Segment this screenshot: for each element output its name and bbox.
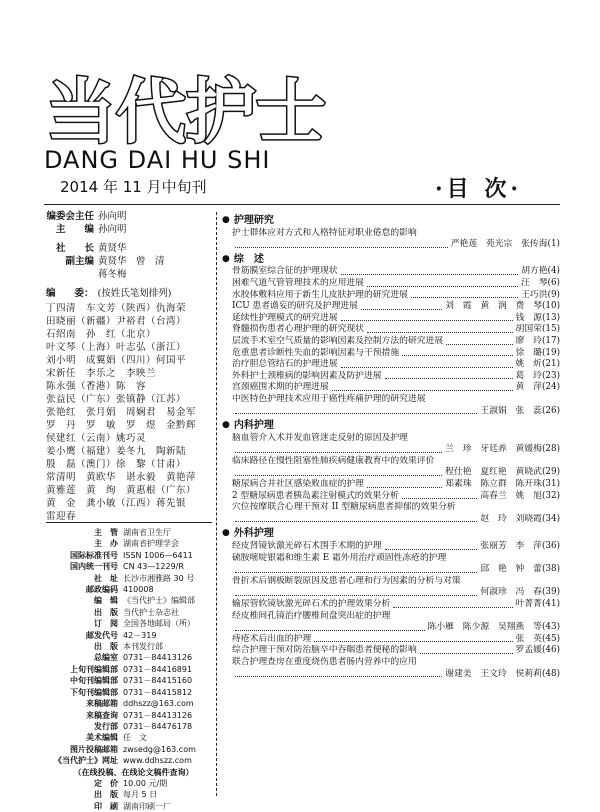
pub-row: [46, 698, 221, 709]
pub-label: 国内统一刊号: [70, 562, 118, 572]
leader-dots: [235, 444, 442, 453]
pub-row: [46, 721, 221, 732]
leader-dots: [420, 645, 513, 654]
toc-entry: [232, 553, 560, 576]
pub-row: [46, 744, 221, 755]
entry-authors: 徐 璐: [515, 347, 542, 358]
pub-value: 410008: [123, 585, 154, 595]
entry-line: [232, 348, 560, 360]
toc-entry: [232, 599, 560, 611]
entry-page: (43): [541, 622, 560, 633]
editorial-value: 孙向明: [98, 211, 127, 222]
pub-value: 10.00 元/期: [123, 778, 168, 788]
editorial-label: 副主编: [65, 256, 94, 267]
header-rule: [44, 204, 560, 205]
pub-label: 出 版: [94, 642, 118, 652]
entry-authors: 钱 源: [515, 312, 542, 323]
pub-value: 长沙市湘雅路 30 号: [123, 573, 195, 583]
leader-dots: [341, 266, 519, 275]
entry-authors: 叶菁菁: [515, 599, 542, 609]
toc-entry: [232, 541, 560, 553]
entry-line: [232, 541, 560, 553]
pub-label: 《当代护士》网址: [54, 756, 118, 766]
entry-page: (48): [541, 668, 560, 679]
toc-entry: [232, 433, 560, 456]
entry-title: 危重患者诊断性失血的影响因素与干预措施: [232, 347, 400, 358]
member-row: 姜小鹰（福建）姜冬九 陶新陆: [46, 446, 187, 457]
entry-page: (32): [541, 490, 560, 501]
pub-value: zwsedg@163.com: [123, 744, 196, 754]
pub-label: 下旬刊编辑部: [70, 687, 118, 697]
editorial-row: [46, 242, 216, 255]
entry-line: [232, 266, 560, 278]
entry-title: 骨折术后钢板断裂原因及患者心理和行为因素的分析与对策: [232, 575, 461, 586]
entry-title: 经皮肾镜钬激光碎石术围手术期的护理: [232, 541, 382, 552]
entry-line: [232, 301, 560, 313]
entry-page: (24): [541, 382, 560, 393]
leader-dots: [402, 491, 478, 500]
pub-value: 0731－84413126: [123, 710, 193, 720]
entry-authors: 王巧洪: [521, 289, 548, 300]
entry-page: (26): [541, 405, 560, 416]
leader-dots: [385, 541, 478, 550]
pub-label: 图片投稿邮箱: [70, 744, 118, 754]
entry-page: (29): [541, 467, 560, 478]
entry-title: 治疗胆总管结石的护理进展: [232, 359, 338, 370]
entry-page: (1): [547, 239, 560, 250]
entry-authors: 黄 萍: [515, 382, 542, 393]
pub-label: 订 阅: [94, 619, 118, 629]
editorial-label: 编委会主任: [46, 211, 94, 222]
pub-label: 总编室: [94, 653, 118, 663]
member-row: 黄 金 龚小敏（江西）蒋先银: [46, 498, 187, 509]
pub-label: 美术编辑: [86, 733, 118, 743]
entry-page: (31): [541, 479, 560, 490]
journal-title: [46, 68, 346, 148]
leader-dots: [332, 382, 513, 391]
toc-entry: [232, 278, 560, 290]
pub-row: [46, 641, 221, 652]
entry-byline: [232, 622, 560, 634]
leader-dots: [341, 359, 513, 368]
entry-title: 层流手术室空气质量的影响因素及控制方法的研究进展: [232, 335, 444, 346]
entry-authors: 邱 艳 钟 蕾: [480, 564, 542, 575]
entry-byline: [232, 564, 560, 576]
member-row: 常清明 黄欧华 谌永毅 黄艳萍: [46, 472, 197, 483]
pub-value: 0731－84476178: [123, 721, 193, 731]
entry-title: 临床路径在慢性阻塞性肺疾病健康教育中的效果评价: [232, 455, 435, 466]
member-row: 刘小明 成翼娟（四川）何国平: [46, 355, 187, 366]
entry-page: (13): [541, 312, 560, 323]
entry-authors: 高春兰 姚 旭: [480, 490, 542, 501]
journal-pinyin: DANG DAI HU SHI: [44, 146, 271, 174]
entry-title: 经皮椎间孔镜治疗腰椎间盘突出症的护理: [232, 610, 391, 621]
entry-page: (21): [541, 359, 560, 370]
pub-value: 0731－84413126: [123, 653, 193, 663]
leader-dots: [235, 622, 425, 631]
pub-row: [46, 675, 221, 686]
pub-row: [46, 584, 221, 595]
member-row: 侯建红（云南）姚巧灵: [46, 433, 147, 444]
entry-authors: 赵 玲 刘晓霞: [480, 513, 542, 524]
pub-row: [46, 630, 221, 641]
pub-value: 湖南省护理学会: [123, 539, 179, 549]
entry-line: [232, 359, 560, 371]
pub-row: [46, 732, 221, 743]
pub-label: 社 址: [94, 573, 118, 583]
members-label: 编 委：: [46, 288, 94, 299]
entry-line: [232, 645, 560, 657]
toc-entry: [232, 394, 560, 417]
entry-line: [232, 599, 560, 611]
toc-entry: [232, 348, 560, 360]
entry-authors: 胡方艳: [521, 266, 548, 277]
member-row: 田晓丽（新疆）尹裕君（台湾）: [46, 316, 187, 327]
entry-title: 中医特色护理技术应用于癌性疼痛护理的研究进展: [232, 393, 426, 404]
pub-label: 主 管: [94, 528, 118, 537]
pub-label: 发行部: [94, 721, 118, 731]
pub-label: 来稿查询: [86, 710, 118, 720]
pub-value: 0731－84415160: [123, 676, 193, 686]
pub-label: 出 版: [94, 790, 118, 800]
toc-section: [222, 528, 560, 540]
pub-value: 《当代护士》编辑部: [123, 596, 195, 606]
pub-value: 42－319: [123, 630, 157, 640]
entry-line: [232, 371, 560, 383]
entry-authors: 刘 霞 黄 润 费 琴: [445, 301, 542, 312]
pub-value: 全国各地邮局（所）: [123, 619, 195, 629]
table-of-contents: [222, 212, 560, 680]
pub-row: [46, 687, 221, 698]
entry-page: (15): [541, 324, 560, 335]
entry-authors: 陈小雁 陈少源 吴翔燕 等: [427, 622, 542, 633]
editorial-value: 孙向明: [98, 224, 127, 235]
entry-byline: [232, 669, 560, 681]
pub-row: [46, 618, 221, 629]
entry-page: (9): [547, 289, 560, 300]
pub-row: [46, 789, 221, 800]
leader-dots: [446, 336, 512, 345]
toc-entry: [232, 645, 560, 657]
entry-page: (39): [541, 587, 560, 598]
entry-title: 延续性护理模式的研究进展: [232, 312, 338, 323]
entry-page: (6): [547, 277, 560, 288]
leader-dots: [235, 467, 442, 476]
entry-line: [232, 479, 560, 491]
pub-label: 中旬刊编辑部: [70, 676, 118, 686]
leader-dots: [385, 371, 513, 380]
member-row: 石绍南 孙 红（北京）: [46, 329, 157, 340]
entry-page: (41): [541, 599, 560, 609]
toc-heading: ·目 次·: [435, 176, 522, 202]
toc-section: [222, 254, 560, 266]
toc-entry: [232, 336, 560, 348]
pub-note: （在线投稿、在线论文稿件查询）: [73, 767, 194, 777]
leader-dots: [393, 599, 512, 608]
editorial-row: [46, 210, 216, 223]
leader-dots: [235, 587, 477, 596]
editorial-label: [46, 268, 94, 281]
pub-row: [46, 801, 221, 812]
member-row: 叶文琴（上海）叶志弘（浙江）: [46, 342, 187, 353]
editorial-value: 黄贤华 曾 清: [98, 256, 165, 267]
issue-label: 2014 年 11 月中旬刊: [60, 178, 207, 196]
entry-line: [232, 290, 560, 302]
entry-authors: 张丽芳 李 萍: [480, 541, 542, 552]
leader-dots: [367, 278, 518, 287]
entry-authors: 姚 炘: [515, 359, 542, 370]
pub-row: [46, 595, 221, 606]
editorial-row: [46, 268, 216, 281]
toc-entry: [232, 502, 560, 525]
members-list: [46, 302, 216, 523]
entry-line: [232, 491, 560, 503]
section-bullet-icon: ●: [222, 215, 230, 225]
entry-byline: [232, 514, 560, 526]
entry-line: [232, 336, 560, 348]
editorial-row: [46, 223, 216, 236]
entry-page: (10): [541, 301, 560, 312]
pub-row: [46, 538, 221, 549]
toc-entry: [232, 359, 560, 371]
entry-page: (34): [541, 513, 560, 524]
leader-dots: [235, 564, 477, 573]
toc-entry: [232, 576, 560, 599]
toc-entry: [232, 382, 560, 394]
members-note: (按姓氏笔划排列): [97, 288, 172, 299]
entry-title: 综合护理干预对防治脑卒中吞咽患者便秘的影响: [232, 645, 417, 656]
entry-title: 护士群体应对方式和人格特征对职业倦怠的影响: [232, 227, 417, 238]
pub-label: 邮发代号: [86, 630, 118, 640]
member-row: 丁四清 车文芳（陕西）仇海荣: [46, 303, 187, 314]
entry-page: (19): [541, 347, 560, 358]
toc-entry: [232, 456, 560, 479]
entry-authors: 胡国荣: [515, 324, 542, 335]
editorial-label: 社 长: [55, 243, 94, 254]
entry-title: 外科护士颈椎病的影响因素及防护进展: [232, 370, 382, 381]
leader-dots: [411, 290, 518, 299]
leader-dots: [402, 348, 512, 357]
toc-section: [222, 215, 560, 227]
leader-dots: [235, 669, 442, 678]
pub-value: 任 文: [123, 733, 147, 743]
entry-authors: 罗孟媛: [515, 645, 542, 656]
entry-title: 水胶体敷料应用于新生儿皮肤护理的研究进展: [232, 289, 408, 300]
toc-entry: [232, 611, 560, 634]
entry-page: (28): [541, 444, 560, 455]
publication-info: [46, 527, 221, 812]
pub-value: 本刊发行部: [123, 642, 163, 652]
pub-value: ISSN 1006—6411: [123, 550, 193, 560]
pub-label: 定 价: [94, 778, 118, 788]
entry-byline: [232, 406, 560, 418]
member-row: 陈永强（香港）陈 容: [46, 381, 147, 392]
pub-label: 上旬刊编辑部: [70, 664, 118, 674]
entry-title: 痔疮术后出血的护理: [232, 633, 312, 644]
pub-value: CN 43—1229/R: [123, 562, 184, 572]
pub-row: [46, 778, 221, 789]
entry-title: ICU 患者谵妄的研究及护理进展: [232, 301, 358, 312]
entry-authors: 廖 玲: [515, 335, 542, 346]
member-row: 张艳红 张月娟 周娴君 易金军: [46, 407, 197, 418]
entry-line: [232, 313, 560, 325]
entry-authors: 张 英: [515, 633, 542, 644]
entry-page: (17): [541, 335, 560, 346]
entry-page: (45): [541, 633, 560, 644]
entry-authors: 严艳莲 苑光宗 张传海: [450, 239, 548, 250]
pub-label: 主 办: [94, 539, 118, 549]
entry-authors: 谢建美 王文玲 侯莉莉: [445, 668, 542, 679]
entry-title: 骨筋膜室综合征的护理现状: [232, 266, 338, 277]
entry-byline: [232, 239, 560, 251]
toc-entry: [232, 228, 560, 251]
pub-label: 编 辑: [94, 596, 118, 606]
entry-byline: [232, 444, 560, 456]
entry-line: [232, 634, 560, 646]
entry-title: 脊髓损伤患者心理护理的研究现状: [232, 324, 364, 335]
toc-entry: [232, 491, 560, 503]
pub-row: [46, 652, 221, 663]
toc-entry: [232, 479, 560, 491]
pub-row: [46, 607, 221, 618]
pub-value: www.ddhszz.com: [123, 756, 192, 766]
pub-row: [46, 550, 221, 561]
entry-title: 宫颈癌围术期的护理进展: [232, 382, 329, 393]
leader-dots: [235, 406, 477, 415]
entry-page: (23): [541, 370, 560, 381]
entry-title: 穴位按摩联合心理干预对 II 型糖尿病患者抑郁的效果分析: [232, 502, 456, 513]
leader-dots: [341, 313, 513, 322]
member-row: 殷 磊（澳门）徐 黎（甘肃）: [46, 459, 187, 470]
entry-page: (36): [541, 541, 560, 552]
member-row: 雷迎春: [46, 511, 77, 522]
entry-page: (4): [547, 266, 560, 277]
toc-entry: [232, 313, 560, 325]
pub-row: [46, 527, 221, 538]
toc-entry: [232, 301, 560, 313]
section-title: 护理研究: [233, 215, 274, 226]
pub-value: 0731－84415812: [123, 687, 193, 697]
pub-row: [46, 573, 221, 584]
entry-authors: 何淑珍 冯 春: [480, 587, 542, 598]
entry-page: (38): [541, 564, 560, 575]
entry-line: [232, 278, 560, 290]
members-header: [46, 287, 216, 300]
pub-value: 湖南省卫生厅: [123, 528, 171, 537]
leader-dots: [235, 239, 448, 248]
pub-value: 当代护士杂志社: [123, 607, 179, 617]
entry-title: 脑血管介入术并发血管迷走反射的原因及护理: [232, 432, 408, 443]
editorial-board: [46, 210, 216, 523]
pub-row: [46, 710, 221, 721]
toc-entry: [232, 266, 560, 278]
section-title: 内科护理: [233, 420, 274, 432]
pub-value: ddhszz@163.com: [123, 699, 194, 709]
leader-dots: [367, 479, 442, 488]
pub-value: 0731－84416891: [123, 664, 193, 674]
entry-line: [232, 382, 560, 394]
pub-value: 湖南印刷一厂: [123, 801, 171, 811]
leader-dots: [314, 634, 512, 643]
pub-row: [46, 755, 221, 766]
section-bullet-icon: ●: [222, 420, 230, 431]
entry-authors: 葛 玲: [515, 370, 542, 381]
entry-title: 2 型糖尿病患者胰岛素注射模式的效果分析: [232, 490, 399, 501]
member-row: 罗 丹 罗 敏 罗 煜 金黔辉: [46, 420, 197, 431]
entry-authors: 程仕艳 夏红艳 黄晓武: [445, 467, 542, 478]
entry-line: [232, 324, 560, 336]
editorial-value: 蒋冬梅: [98, 269, 127, 280]
toc-entry: [232, 371, 560, 383]
editorial-label: 主 编: [55, 224, 94, 235]
entry-title: 糖尿病合并社区感染败血症的护理: [232, 479, 364, 490]
toc-entry: [232, 634, 560, 646]
entry-title: 硫胺嘧啶银霜和维生素 E 霜外用治疗顽固性冻疮的护理: [232, 552, 447, 563]
toc-entry: [232, 324, 560, 336]
pub-label: 印 刷: [94, 801, 118, 811]
member-row: 宋新任 李乐之 李映兰: [46, 368, 157, 379]
entry-page: (46): [541, 645, 560, 656]
pub-value: 每月 5 日: [123, 790, 158, 800]
entry-title: 联合护理查房在重度烧伤患者肠内营养中的应用: [232, 656, 417, 667]
entry-authors: 汪 琴: [521, 277, 548, 288]
pub-label: 来稿邮箱: [86, 699, 118, 709]
toc-entry: [232, 290, 560, 302]
leader-dots: [367, 324, 513, 333]
member-row: 黄雅莲 黄 绚 黄惠根（广东）: [46, 485, 197, 496]
pub-row: [46, 664, 221, 675]
entry-byline: [232, 467, 560, 479]
section-title: 综 述: [233, 253, 264, 265]
journal-title-logo: [46, 68, 346, 148]
toc-entry: [232, 657, 560, 680]
section-title: 外科护理: [233, 528, 274, 540]
journal-title-text: 当代护士: [46, 71, 326, 148]
entry-title: 输尿管软镜钬激光碎石术的护理效果分析: [232, 599, 391, 609]
leader-dots: [235, 514, 477, 523]
entry-byline: [232, 587, 560, 599]
entry-authors: 郑素珠 陈立群 陈开珠: [445, 479, 542, 490]
pub-row: [46, 561, 221, 572]
entry-authors: 兰 珍 牙廷养 黄媛梅: [445, 444, 542, 455]
member-row: 张益民（广东）张镇静（江苏）: [46, 394, 187, 405]
editorial-row: [46, 255, 216, 268]
editorial-value: 黄贤华: [98, 243, 127, 254]
entry-authors: 王淑娟 张 蕊: [480, 405, 542, 416]
leader-dots: [361, 301, 442, 310]
section-bullet-icon: ●: [222, 253, 230, 264]
pub-label: 国际标准刊号: [70, 550, 118, 560]
section-bullet-icon: ●: [222, 528, 230, 539]
pub-label: 出 版: [94, 607, 118, 617]
pub-label: 邮政编码: [86, 585, 118, 595]
toc-section: [222, 420, 560, 432]
entry-title: 困难气道气管管理技术的应用进展: [232, 277, 364, 288]
